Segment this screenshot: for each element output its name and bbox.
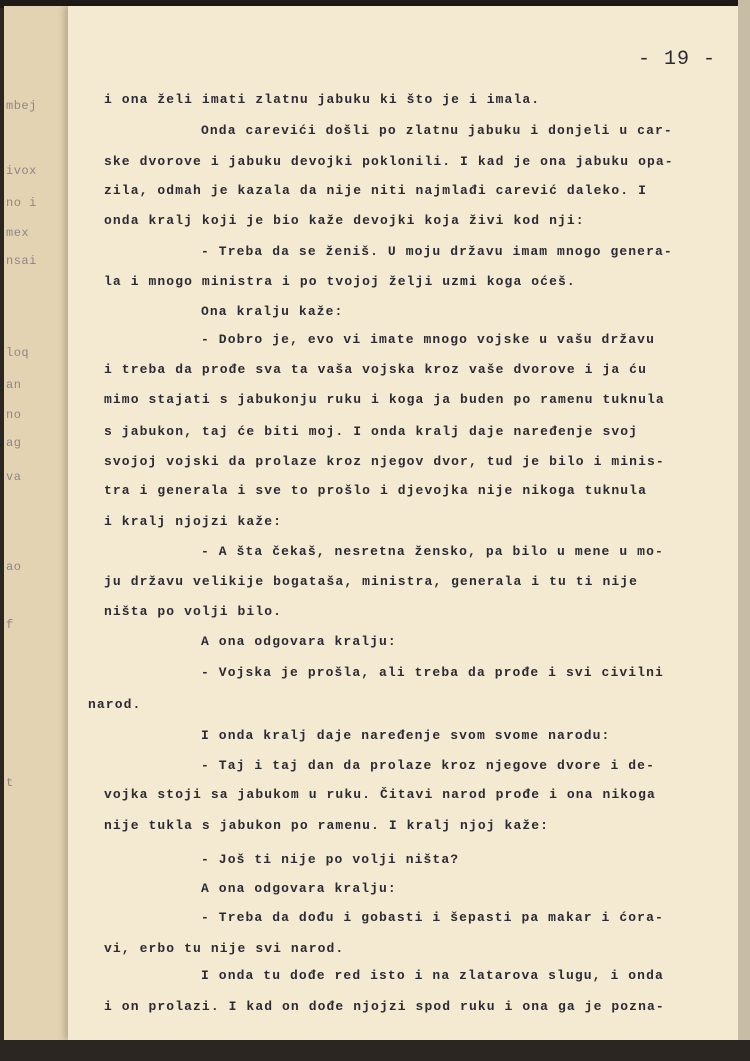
text-line: i on prolazi. I kad on dođe njojzi spod ruku i ona ga je pozna- — [104, 999, 665, 1014]
text-line: - Dobro je, evo vi imate mnogo vojske u vašu državu — [201, 332, 655, 347]
text-line: - A šta čekaš, nesretna žensko, pa bilo u mene u mo- — [201, 544, 664, 559]
fragment: va — [6, 470, 22, 484]
text-line: svojoj vojski da prolaze kroz njegov dvor, tud je bilo i minis- — [104, 454, 665, 469]
fragment: t — [6, 776, 14, 790]
text-line: - Taj i taj dan da prolaze kroz njegove dvore i de- — [201, 758, 655, 773]
fragment: mbej — [6, 99, 37, 113]
text-line: Ona kralju kaže: — [201, 304, 344, 319]
text-line: ske dvorove i jabuku devojki poklonili. I kad je ona jabuku opa- — [104, 154, 674, 169]
text-line: zila, odmah je kazala da nije niti najmlađi carević daleko. I — [104, 183, 647, 198]
text-line: vojka stoji sa jabukom u ruku. Čitavi narod prođe i ona nikoga — [104, 787, 656, 802]
scan-right-edge — [738, 0, 750, 1061]
fragment: nsai — [6, 254, 37, 268]
text-line: vi, erbo tu nije svi narod. — [104, 941, 345, 956]
text-line: ništa po volji bilo. — [104, 604, 283, 619]
text-line: - Treba da dođu i gobasti i šepasti pa makar i ćora- — [201, 910, 664, 925]
fragment: mex — [6, 226, 30, 240]
text-line: narod. — [88, 697, 142, 712]
text-line: nije tukla s jabukon po ramenu. I kralj njoj kaže: — [104, 818, 550, 833]
underlying-page-text — [4, 0, 74, 1034]
document-page — [68, 6, 738, 1040]
fragment: no — [6, 408, 22, 422]
text-line: I onda kralj daje naređenje svom svome narodu: — [201, 728, 611, 743]
fragment: an — [6, 378, 22, 392]
fragment: f — [6, 618, 14, 632]
text-line: mimo stajati s jabukonju ruku i koga ja buden po ramenu tuknula — [104, 392, 665, 407]
text-line: s jabukon, taj će biti moj. I onda kralj daje naređenje svoj — [104, 424, 639, 439]
fragment: ivox — [6, 164, 37, 178]
text-line: A ona odgovara kralju: — [201, 634, 397, 649]
text-line: I onda tu dođe red isto i na zlatarova slugu, i onda — [201, 968, 664, 983]
text-line: i ona želi imati zlatnu jabuku ki što je i imala. — [104, 92, 541, 107]
text-line: onda kralj koji je bio kaže devojki koja živi kod nji: — [104, 213, 585, 228]
text-line: Onda carevići došli po zlatnu jabuku i donjeli u car- — [201, 123, 673, 138]
text-line: i treba da prođe sva ta vaša vojska kroz vaše dvorove i ja ću — [104, 362, 647, 377]
fragment: no i — [6, 196, 37, 210]
text-line: - Treba da se ženiš. U moju državu imam mnogo genera- — [201, 244, 673, 259]
text-line: ju državu velikije bogataša, ministra, generala i tu ti nije — [104, 574, 639, 589]
fragment: ag — [6, 436, 22, 450]
text-line: - Vojska je prošla, ali treba da prođe i svi civilni — [201, 665, 664, 680]
text-line: A ona odgovara kralju: — [201, 881, 397, 896]
text-line: - Još ti nije po volji ništa? — [201, 852, 460, 867]
page-number: - 19 - — [638, 48, 717, 71]
text-line: i kralj njojzi kaže: — [104, 514, 283, 529]
fragment: ao — [6, 560, 22, 574]
text-line: tra i generala i sve to prošlo i djevojka nije nikoga tuknula — [104, 483, 647, 498]
fragment: loq — [6, 346, 30, 360]
scan-bottom-edge — [0, 1040, 750, 1061]
text-line: la i mnogo ministra i po tvojoj želji uzmi koga oćeš. — [104, 274, 576, 289]
